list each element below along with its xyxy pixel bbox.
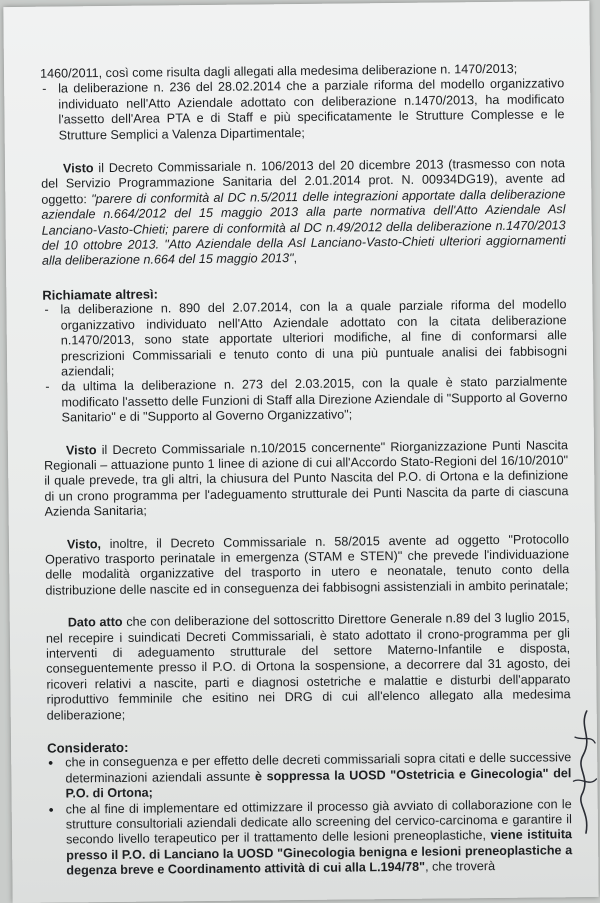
dato-atto-body: che con deliberazione del sottoscritto Direttore Generale n.89 del 3 luglio 2015, nel recepire i suindicati Decreti Commissariali, è stato adottato il crono-programma per gli interventi di adeguamento strutturale del settore Materno-Infantile e disposta, conseguentemente presso il P.O. di Ortona la sospensione, a decorrere dal 31 agosto, dei ricoveri relativi a nascite, parti e diagnosi ostetriche e malattie e disturbi dell'apparato riproduttivo femminile che esitino nei DRG di cui all'elenco allegato alla medesima deliberazione; bbox=[45, 610, 571, 723]
visto-paragraph-2 bbox=[44, 438, 569, 521]
list-item bbox=[48, 797, 573, 880]
considerato-tail: , che troverà bbox=[424, 859, 496, 875]
visto-body: inoltre, il Decreto Commissariale n. 58/2015 avente ad oggetto "Protocollo Operativo trasporto perinatale in emergenza (STAM e STEN)" che prevede l'individuazione delle modalità organizzative del trasporto in utero e neonatale, tenuto conto della distribuzione delle nascite ed in conseguenza dei fabbisogni assistenziali in ambito perinatale; bbox=[45, 531, 570, 598]
list-item: - la deliberazione n. 236 del 28.02.2014 che a parziale riforma del modello organizzativo individuato nell'Atto Aziendale adottato con deliberazione n.1470/2013, ha modificato l'assetto dell'Area PTA e di Staff e più specificatamente le Strutture Complesse e le Strutture Semplici a Valenza Dipartimentale; bbox=[40, 77, 565, 144]
document-body bbox=[40, 61, 572, 879]
considerato-heading: Considerato: bbox=[47, 739, 129, 756]
richiamate-list bbox=[42, 297, 567, 426]
dato-atto-paragraph bbox=[46, 610, 571, 723]
visto-lead: Visto bbox=[62, 161, 94, 176]
list-item: - da ultima la deliberazione n. 273 del 2.03.2015, con la quale è stato parzialmente modificato l'assetto delle Funzioni di Staff alla Direzione Aziendale di "Supporto al Governo Sanitario" e di "Supporto al Governo Organizzativo"; bbox=[43, 375, 567, 427]
visto-tail: , bbox=[293, 251, 298, 266]
visto-quote: "parere di conformità al DC n.5/2011 delle integrazioni apportate dalla deliberazione aziendale n.664/2012 del 15 maggio 2013 alla parte normativa dell'Atto Aziendale Asl Lanciano-Vasto-Chieti; parere di conformità al DC n.49/2012 della deliberazione n.1470/2013 del 10 ottobre 2013. "Atto Aziendale della Asl Lanciano-Vasto-Chieti ulteriori aggiornamenti alla deliberazione n.664 del 15 maggio 2013" bbox=[41, 187, 566, 269]
richiamate-heading: Richiamate altresì: bbox=[42, 286, 159, 303]
document-page bbox=[3, 1, 598, 903]
visto-body: il Decreto Commissariale n. 106/2013 del 20 dicembre 2013 (trasmesso con nota del Servizio Programmazione Sanitaria del 2.01.2014 prot. N. 00934DG19), avente ad oggetto: bbox=[41, 156, 566, 207]
visto-body: il Decreto Commissariale n.10/2015 concernente" Riorganizzazione Punti Nascita Regionali – attuazione punto 1 linee di azione di cui all'Accordo Stato-Regioni del 16/10/2010" il quale prevede, tra gli altri, la chiusura del Punto Nascita del P.O. di Ortona e la definizione di un crono programma per l'adeguamento strutturale dei Punti Nascita da parte di ciascuna Azienda Sanitaria; bbox=[44, 437, 569, 519]
considerato-text: che al fine di implementare ed ottimizzare il processo già avviato di collaborazione con le strutture consultoriali aziendali dedicate allo screening del cervico-carcinoma e garantire il secondo livello terapeutico per il trattamento delle lesioni preneoplastiche, bbox=[65, 796, 572, 847]
continuation-line: 1460/2011, così come risulta dagli allegati alla medesima deliberazione n. 1470/2013; bbox=[39, 61, 518, 81]
visto-paragraph-1 bbox=[41, 156, 566, 269]
list-item: - la deliberazione n. 890 del 2.07.2014, con la a quale parziale riforma del modello organizzativo individuato nell'Atto Aziendale adottato con la citata deliberazione n.1470/2013, sono state apportate ulteriori modifiche, al fine di conformarsi alle prescrizioni Commissariali e tenuto conto di una più puntuale analisi dei fabbisogni aziendali; bbox=[42, 297, 567, 380]
visto-lead: Visto bbox=[65, 442, 97, 457]
list-item bbox=[47, 751, 571, 803]
deliberation-list bbox=[40, 77, 565, 144]
considerato-bold: viene istituita presso il P.O. di Lanciano la UOSD "Ginecologia benigna e lesioni preneoplastiche a degenza breve e Coordinamento attività di cui alla L.194/78" bbox=[66, 827, 573, 878]
handwritten-signature bbox=[569, 707, 599, 837]
considerato-bold: è soppressa la UOSD "Ostetricia e Ginecologia" del P.O. di Ortona; bbox=[65, 766, 572, 801]
visto-paragraph-3 bbox=[45, 532, 570, 599]
visto-lead: Visto, bbox=[66, 536, 102, 552]
considerato-list bbox=[47, 751, 572, 880]
considerato-text: che in conseguenza e per effetto delle decreti commissariali sopra citati e delle successive determinazioni aziendali assunte bbox=[65, 750, 572, 786]
dato-atto-lead: Dato atto bbox=[67, 615, 123, 630]
